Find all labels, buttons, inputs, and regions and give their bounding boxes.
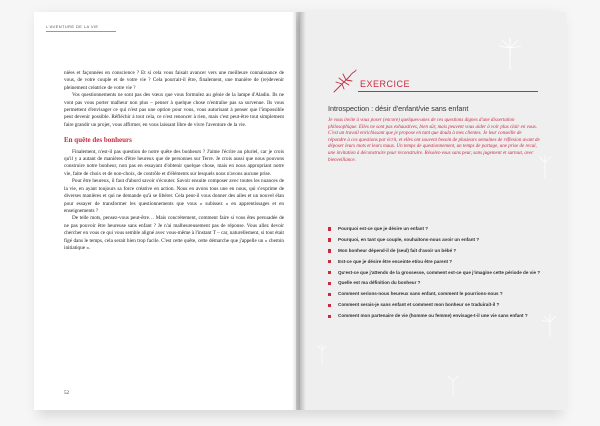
list-item [328, 248, 543, 254]
bullet-square-icon [328, 249, 331, 252]
list-item [328, 313, 543, 319]
book-gutter [292, 12, 306, 410]
list-item [328, 280, 543, 286]
dandelion-seed-icon [440, 372, 466, 398]
page-number: 52 [64, 391, 69, 396]
bullet-square-icon [328, 227, 331, 230]
list-item [328, 226, 543, 232]
bullet-square-icon [328, 315, 331, 318]
question-text: Quelle est ma définition du bonheur ? [338, 280, 421, 286]
question-text: Qu'est-ce que j'attends de la grossesse, comment est-ce que j'imagine cette période de vie ? [338, 269, 541, 275]
list-item [328, 270, 543, 276]
bullet-square-icon [328, 238, 331, 241]
exercise-intro [328, 118, 540, 164]
question-text: Pourquoi, en tant que couple, souhaitons-nous avoir un enfant ? [338, 236, 480, 242]
dandelion-seed-icon [310, 342, 334, 366]
bullet-square-icon [328, 304, 331, 307]
list-item [328, 302, 543, 308]
paragraph: Vos questionnements ne sont pas des vœux que vous formulez au génie de la lampe d'Aladin. Ils ne vont pas vous porter malheur non plus – penser à quelque chose n'entraîne pas sa survenue. Ils vous permettent d'envisager ce qui n'est pas une option pour vous, vous autorisant à penser que l'impossible peut devenir possible. Réfléchir à tout cela, ce n'est renoncer à rien, mais c'est peut-être tout simplement faire grandir un projet, vous affirmer, en vous laissant libre de vivre l'aventure de la vie. [64, 92, 284, 128]
list-item [328, 237, 543, 243]
left-page [34, 12, 296, 410]
section-heading: En quête des bonheurs [64, 136, 132, 145]
intro-paragraph: Je vous invite à vous poser (encore) quelques-unes de ces questions dignes d'une dissertation philosophique. Elles ne sont pas exhaustives, bien sûr, mais peuvent vous aider à voir plus clair en vous. [328, 118, 538, 130]
paragraph: Pour être heureux, il faut d'abord savoir s'écouter. Savoir ensuite composer avec toutes les nuances de la vie, en ayant toujours sa force créative en action. Nous en avons tous une en nous, qui s'exprime de diverses manières et qui ne demande qu'à se libérer. Cela peut-il vous donner des ailes et un nouvel élan pour essayer de transformer les questionnements que vous « subissez » en apprentissages et en enseignements ? [64, 178, 284, 214]
question-text: Pourquoi est-ce que je désire un enfant ? [338, 226, 429, 231]
question-text: Comment serions-nous heureux sans enfant, comment le pourrions-nous ? [338, 291, 503, 297]
question-text: Comment mon partenaire de vie (homme ou femme) envisage-t-il une vie sans enfant ? [338, 313, 528, 319]
right-page [300, 12, 566, 410]
list-item [328, 291, 543, 297]
intro-paragraph: C'est un travail enrichissant que je propose en tant que doula à mes clientes. Je leur conseille de répondre à ces questions par écrit, et elles ont souvent besoin de plusieurs semaines de réflexion avant de déposer leurs mots et leurs maux. Un temps de questionnement, un temps de partage, une prise de recul, une invitation à déconstruire pour reconstruire. Résolez-vous sans peur, sans jugement et surtout, avec bienveillance. [328, 131, 540, 163]
dandelion-seed-icon [490, 34, 530, 74]
paragraph: niées et façonnées en conscience ? Et si cela vous faisait avancer vers une meilleure connaissance de vous, de votre couple et de votre vie ? Cela pourrait-il être, finalement, une manière de (re)devenir pleinement créatrice de votre vie ? [64, 70, 284, 91]
feather-icon [330, 68, 358, 94]
bullet-square-icon [328, 282, 331, 285]
question-list [328, 226, 543, 324]
question-text: Comment serais-je sans enfant et comment mon bonheur se traduirait-il ? [338, 302, 500, 308]
list-item [328, 259, 543, 265]
question-text: Mon bonheur dépend-il de (seul) fait d'avoir un bébé ? [338, 247, 457, 253]
left-body-text [64, 70, 284, 252]
exercice-label: EXERCICE [360, 79, 411, 89]
running-head-rule [46, 31, 116, 32]
paragraph: De telle mots, pensez-vous peut-être… Mais concrètement, comment faire si vous êtes persuadée de ne pas pouvoir être heureuse sans enfant ? Je n'ai malheureusement pas de réponse. Vous allez devoir chercher en vous ce qui vous semble aligné avec vous-même à l'instant T – car, naturellement, si tout était figé dans le temps, cela serait bien trop facile. C'est cette quête, cette démarche que j'appelle un « chemin initiatique ». [64, 215, 284, 251]
running-head: L'AVENTURE DE LA VIE [46, 24, 99, 29]
paragraph: Finalement, n'est-il pas question de notre quête des bonheurs ? J'aime l'écrire au pluriel, car je crois qu'il y a autant de manières d'être heureux que de personnes sur Terre. Je crois aussi que nous pouvons construire notre bonheur, non pas en essayant d'obtenir quelque chose, mais en nous appropriant notre vie, faite de choix et de non-choix, de contrôle et d'éléments sur lesquels nous n'avons aucune prise. [64, 148, 284, 177]
exercise-title: Introspection : désir d'enfant/vie sans enfant [328, 104, 469, 113]
bullet-square-icon [328, 293, 331, 296]
question-text: Est-ce que je désire être enceinte et/ou être parent ? [338, 258, 453, 264]
bullet-square-icon [328, 260, 331, 263]
bullet-square-icon [328, 271, 331, 274]
exercice-rule [358, 91, 538, 92]
